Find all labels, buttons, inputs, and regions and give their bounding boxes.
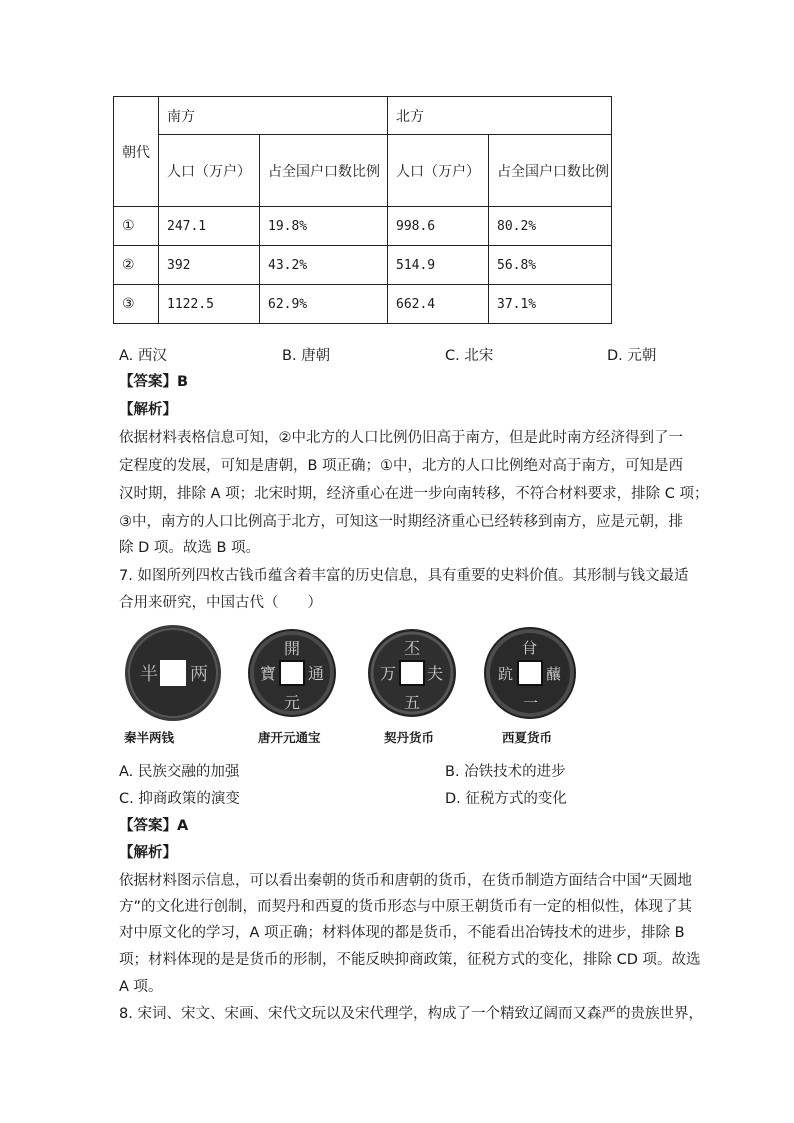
coin-char: 半 bbox=[140, 664, 158, 685]
q6-option-c: C. 北宋 bbox=[445, 348, 494, 364]
coin-label-qin: 秦半两钱 bbox=[124, 730, 175, 745]
coin-label-xixia: 西夏货币 bbox=[502, 730, 553, 745]
cell: 662.4 bbox=[388, 285, 489, 324]
coin-qin-ban-liang bbox=[125, 625, 221, 721]
row-label: ③ bbox=[114, 285, 159, 324]
cell: 247.1 bbox=[159, 207, 260, 246]
north-ratio-header: 占全国户口数比例 bbox=[489, 135, 612, 207]
cell: 80.2% bbox=[489, 207, 612, 246]
q6-analysis-line: ③中，南方的人口比例高于北方，可知这一时期经济重心已经转移到南方，应是元朝，排 bbox=[119, 514, 683, 530]
row-label: ② bbox=[114, 246, 159, 285]
q7-analysis-line: 方”的文化进行创制，而契丹和西夏的货币形态与中原王朝货币有一定的相似性，体现了其 bbox=[119, 899, 693, 915]
coin-char: 元 bbox=[284, 693, 301, 712]
q7-analysis-title: 【解析】 bbox=[119, 845, 177, 861]
row-label: ① bbox=[114, 207, 159, 246]
table-row bbox=[114, 207, 612, 246]
cell: 392 bbox=[159, 246, 260, 285]
coin-char: 䟘 bbox=[498, 665, 514, 683]
dynasty-header: 朝代 bbox=[114, 97, 159, 207]
coin-tang-kaiyuan bbox=[248, 629, 336, 717]
table-row bbox=[114, 246, 612, 285]
q7-analysis-line: 对中原文化的学习，A 项正确；材料体现的都是货币，不能看出冶铸技术的进步，排除 B bbox=[119, 925, 685, 941]
q6-analysis-title: 【解析】 bbox=[119, 402, 177, 418]
table-row bbox=[114, 285, 612, 324]
q7-analysis-line: A 项。 bbox=[119, 979, 163, 995]
coin-char: 夫 bbox=[427, 664, 444, 683]
coin-char: 開 bbox=[284, 639, 301, 658]
coin-char: 五 bbox=[404, 693, 421, 712]
cell: 56.8% bbox=[489, 246, 612, 285]
q6-option-b: B. 唐朝 bbox=[282, 348, 331, 364]
south-pop-header: 人口（万户） bbox=[159, 135, 260, 207]
q7-option-b: B. 冶铁技术的进步 bbox=[445, 764, 566, 780]
cell: 62.9% bbox=[260, 285, 388, 324]
coin-label-khitan: 契丹货币 bbox=[384, 730, 435, 745]
q7-option-c: C. 抑商政策的演变 bbox=[119, 791, 240, 807]
coin-khitan bbox=[368, 629, 456, 717]
south-ratio-header: 占全国户口数比例 bbox=[260, 135, 388, 207]
coin-figure bbox=[118, 620, 588, 750]
coin-char: 一 bbox=[523, 694, 539, 712]
coin-xixia bbox=[484, 627, 576, 719]
cell: 37.1% bbox=[489, 285, 612, 324]
south-header: 南方 bbox=[159, 97, 388, 135]
coin-char: 丕 bbox=[404, 639, 421, 658]
coin-char: 通 bbox=[308, 664, 325, 683]
cell: 998.6 bbox=[388, 207, 489, 246]
coin-char: 䏌 bbox=[522, 639, 538, 657]
q7-answer: 【答案】A bbox=[119, 818, 189, 834]
coin-char: 寶 bbox=[260, 664, 277, 683]
coin-char: 两 bbox=[190, 664, 208, 685]
q7-analysis-line: 项；材料体现的是是货币的形制，不能反映抑商政策，征税方式的变化，排除 CD 项。故选 bbox=[119, 952, 701, 968]
q6-option-a: A. 西汉 bbox=[119, 348, 167, 364]
q7-stem-line: 7. 如图所列四枚古钱币蕴含着丰富的历史信息，具有重要的史料价值。其形制与钱文最适 bbox=[119, 568, 689, 584]
q6-option-d: D. 元朝 bbox=[607, 348, 657, 364]
north-header: 北方 bbox=[388, 97, 612, 135]
coin-label-tang: 唐开元通宝 bbox=[258, 730, 321, 745]
population-table bbox=[113, 96, 612, 324]
q6-analysis-line: 定程度的发展，可知是唐朝，B 项正确；①中，北方的人口比例绝对高于南方，可知是西 bbox=[119, 458, 684, 474]
q7-stem-line: 合用来研究，中国古代（ ） bbox=[119, 595, 322, 611]
cell: 514.9 bbox=[388, 246, 489, 285]
q7-option-d: D. 征税方式的变化 bbox=[445, 791, 567, 807]
q6-analysis-line: 汉时期，排除 A 项；北宋时期，经济重心在进一步向南转移，不符合材料要求，排除 C 项； bbox=[119, 486, 709, 502]
q7-analysis-line: 依据材料图示信息，可以看出秦朝的货币和唐朝的货币，在货币制造方面结合中国“天圆地 bbox=[119, 873, 693, 889]
q6-analysis-line: 除 D 项。故选 B 项。 bbox=[119, 540, 261, 556]
q6-analysis-line: 依据材料表格信息可知，②中北方的人口比例仍旧高于南方，但是此时南方经济得到了一 bbox=[119, 430, 683, 446]
coin-char: 䖆 bbox=[546, 665, 562, 683]
coin-char: 万 bbox=[380, 664, 397, 683]
q7-option-a: A. 民族交融的加强 bbox=[119, 764, 240, 780]
cell: 19.8% bbox=[260, 207, 388, 246]
cell: 1122.5 bbox=[159, 285, 260, 324]
q6-answer: 【答案】B bbox=[119, 374, 189, 390]
cell: 43.2% bbox=[260, 246, 388, 285]
north-pop-header: 人口（万户） bbox=[388, 135, 489, 207]
q8-stem-line: 8. 宋词、宋文、宋画、宋代文玩以及宋代理学，构成了一个精致辽阔而又森严的贵族世界， bbox=[119, 1006, 703, 1022]
